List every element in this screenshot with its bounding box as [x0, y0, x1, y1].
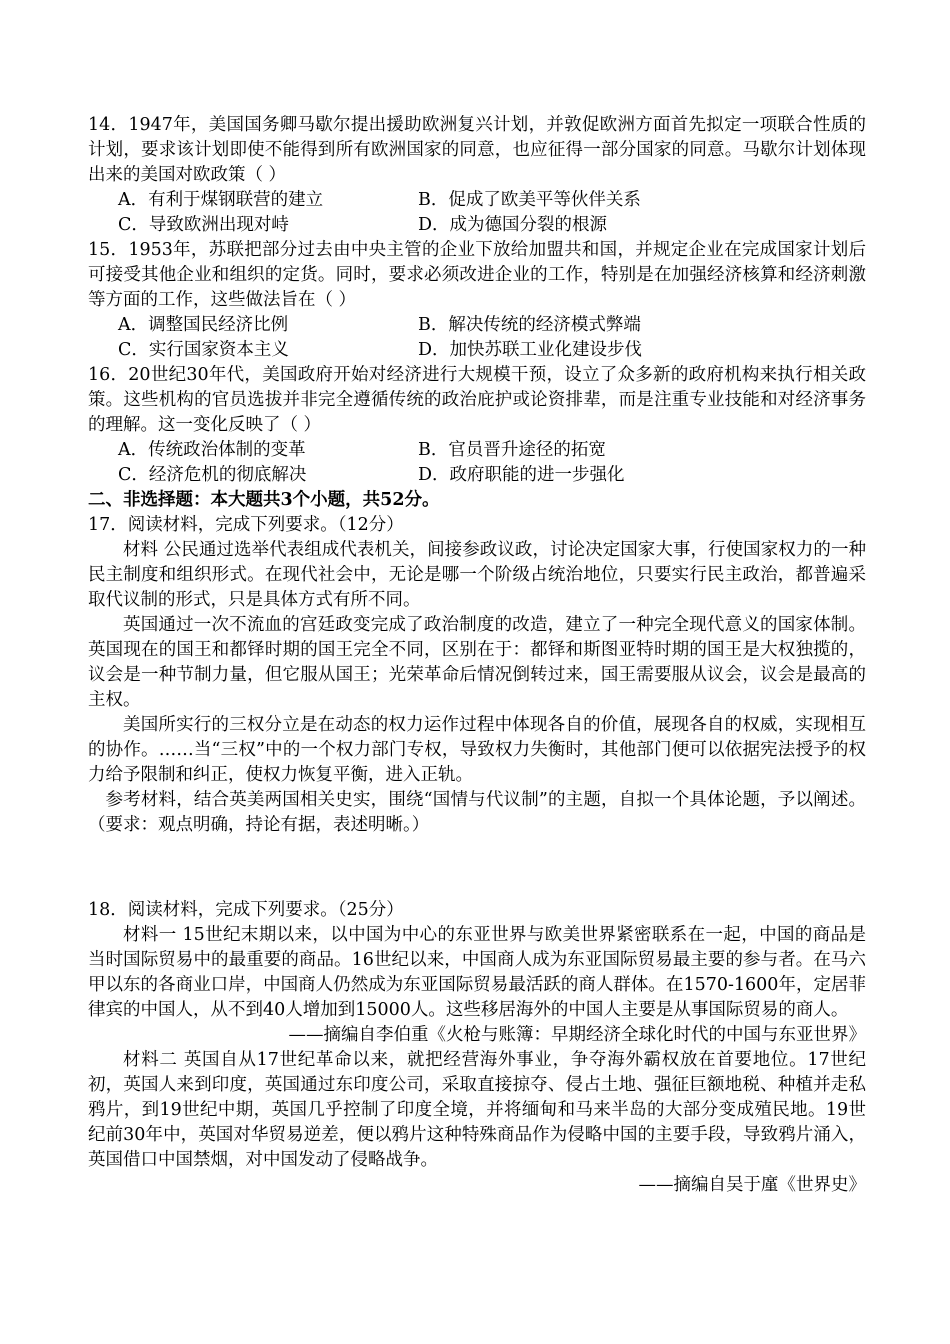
question-15-options [88, 338, 866, 363]
option-c: C．实行国家资本主义 [118, 340, 289, 360]
question-18-material-1: 材料一 15世纪末期以来，以中国为中心的东亚世界与欧美世界紧密联系在一起，中国的商品是当时国际贸易中的最重要的商品。16世纪以来，中国商人成为东亚国际贸易最主要的参与者。在马六甲以东的各商业口岸，中国商人仍然成为东亚国际贸易最活跃的商人群体。在1570-1600年，定居菲律宾的中国人，从不到40人增加到15000人。这些移居海外的中国人主要是从事国际贸易的商人。 [88, 925, 866, 1020]
question-14-stem: 14．1947年，美国国务卿马歇尔提出援助欧洲复兴计划，并敦促欧洲方面首先拟定一项联合性质的计划，要求该计划即使不能得到所有欧洲国家的同意，也应征得一部分国家的同意。马歇尔计划体现出来的美国对欧政策（ ） [88, 115, 866, 185]
question-14-options [88, 213, 866, 238]
question-17-material-3: 美国所实行的三权分立是在动态的权力运作过程中体现各自的价值，展现各自的权威，实现相互的协作。……当“三权”中的一个权力部门专权，导致权力失衡时，其他部门便可以依据宪法授予的权力给予限制和纠正，使权力恢复平衡，进入正轨。 [88, 715, 866, 785]
question-15-options [88, 313, 866, 338]
question-17-material-2: 英国通过一次不流血的宫廷政变完成了政治制度的改造，建立了一种完全现代意义的国家体制。英国现在的国王和都铎时期的国王完全不同，区别在于：都铎和斯图亚特时期的国王是大权独揽的，议会是一种节制力量，但它服从国王；光荣革命后情况倒转过来，国王需要服从议会，议会是最高的主权。 [88, 615, 866, 710]
option-c: C．经济危机的彻底解决 [118, 465, 307, 485]
option-d: D．加快苏联工业化建设步伐 [418, 340, 643, 360]
option-b: B．官员晋升途径的拓宽 [418, 440, 606, 460]
question-15-stem: 15．1953年，苏联把部分过去由中央主管的企业下放给加盟共和国，并规定企业在完成国家计划后可接受其他企业和组织的定货。同时，要求必须改进企业的工作，特别是在加强经济核算和经济刺激等方面的工作，这些做法旨在（ ） [88, 240, 866, 310]
question-14-options [88, 188, 866, 213]
question-17-requirement: 参考材料，结合英美两国相关史实，围绕“国情与代议制”的主题，自拟一个具体论题，予以阐述。（要求：观点明确，持论有据，表述明晰。） [88, 790, 866, 835]
exam-page [88, 113, 866, 1198]
question-16-stem: 16．20世纪30年代，美国政府开始对经济进行大规模干预，设立了众多新的政府机构来执行相关政策。这些机构的官员选拔并非完全遵循传统的政治庇护或论资排辈，而是注重专业技能和对经济事务的理解。这一变化反映了（ ） [88, 365, 866, 435]
option-a: A．传统政治体制的变革 [118, 440, 306, 460]
question-17-material-1: 材料 公民通过选举代表组成代表机关，间接参政议政，讨论决定国家大事，行使国家权力的一种民主制度和组织形式。在现代社会中，无论是哪一个阶级占统治地位，只要实行民主政治，都普遍采取代议制的形式，只是具体方式有所不同。 [88, 540, 866, 610]
question-18-title: 18．阅读材料，完成下列要求。（25分） [88, 900, 404, 920]
question-18-source-2: ——摘编自吴于廑《世界史》 [638, 1175, 866, 1195]
question-16-options [88, 438, 866, 463]
section-heading: 二、非选择题：本大题共3个小题，共52分。 [88, 490, 440, 510]
question-18-material-2: 材料二 英国自从17世纪革命以来，就把经营海外事业，争夺海外霸权放在首要地位。17世纪初，英国人来到印度，英国通过东印度公司，采取直接掠夺、侵占土地、强征巨额地税、种植并走私鸦片，到19世纪中期，英国几乎控制了印度全境，并将缅甸和马来半岛的大部分变成殖民地。19世纪前30年中，英国对华贸易逆差，便以鸦片这种特殊商品作为侵略中国的主要手段，导致鸦片涌入，英国借口中国禁烟，对中国发动了侵略战争。 [88, 1050, 866, 1170]
question-18-source-1: ——摘编自李伯重《火枪与账簿：早期经济全球化时代的中国与东亚世界》 [288, 1025, 866, 1045]
option-a: A．调整国民经济比例 [118, 315, 289, 335]
option-d: D．成为德国分裂的根源 [418, 215, 608, 235]
option-c: C．导致欧洲出现对峙 [118, 215, 289, 235]
question-17-title: 17．阅读材料，完成下列要求。（12分） [88, 515, 404, 535]
option-b: B．解决传统的经济模式弊端 [418, 315, 641, 335]
option-b: B．促成了欧美平等伙伴关系 [418, 190, 641, 210]
option-a: A．有利于煤钢联营的建立 [118, 190, 324, 210]
question-16-options [88, 463, 866, 488]
option-d: D．政府职能的进一步强化 [418, 465, 625, 485]
answer-space [88, 838, 866, 898]
